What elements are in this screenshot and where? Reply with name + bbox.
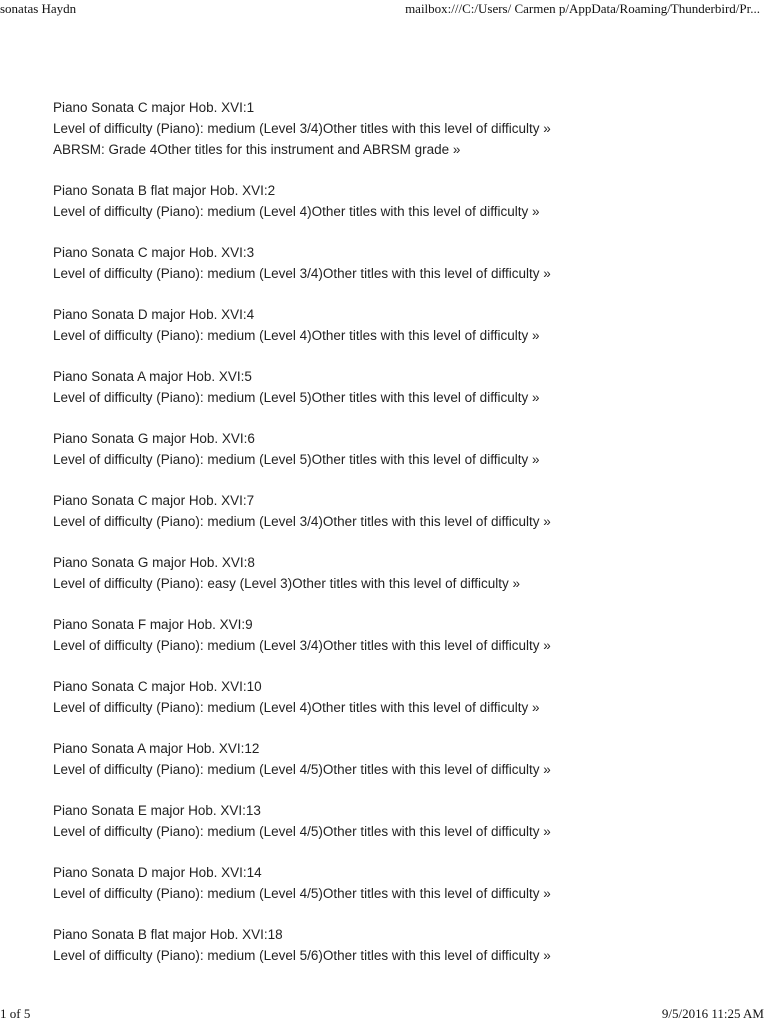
sonata-title: Piano Sonata C major Hob. XVI:7 <box>53 493 255 508</box>
list-item <box>53 490 753 552</box>
difficulty-line[interactable]: Level of difficulty (Piano): medium (Level 3/4)Other titles with this level of difficulty » <box>53 266 551 281</box>
difficulty-line[interactable]: Level of difficulty (Piano): medium (Level 4)Other titles with this level of difficulty » <box>53 204 540 219</box>
difficulty-line[interactable]: Level of difficulty (Piano): medium (Level 3/4)Other titles with this level of difficulty » <box>53 638 551 653</box>
page-counter: 1 of 5 <box>0 1006 31 1021</box>
difficulty-line[interactable]: Level of difficulty (Piano): easy (Level 3)Other titles with this level of difficulty » <box>53 576 520 591</box>
list-item <box>53 552 753 614</box>
difficulty-line[interactable]: Level of difficulty (Piano): medium (Level 5/6)Other titles with this level of difficulty » <box>53 948 551 963</box>
list-item <box>53 862 753 924</box>
list-item <box>53 97 753 180</box>
difficulty-line[interactable]: Level of difficulty (Piano): medium (Level 3/4)Other titles with this level of difficulty » <box>53 121 551 136</box>
sonata-title: Piano Sonata G major Hob. XVI:6 <box>53 431 255 446</box>
sonata-title: Piano Sonata C major Hob. XVI:3 <box>53 245 255 260</box>
list-item <box>53 800 753 862</box>
sonata-title: Piano Sonata G major Hob. XVI:8 <box>53 555 255 570</box>
sonata-title: Piano Sonata B flat major Hob. XVI:2 <box>53 183 276 198</box>
list-item <box>53 180 753 242</box>
list-item <box>53 242 753 304</box>
sonata-title: Piano Sonata A major Hob. XVI:12 <box>53 741 260 756</box>
sonata-title: Piano Sonata D major Hob. XVI:14 <box>53 865 262 880</box>
list-item <box>53 428 753 490</box>
sonata-list <box>53 97 753 986</box>
list-item <box>53 614 753 676</box>
sonata-title: Piano Sonata A major Hob. XVI:5 <box>53 369 252 384</box>
sonata-title: Piano Sonata B flat major Hob. XVI:18 <box>53 927 283 942</box>
difficulty-line[interactable]: Level of difficulty (Piano): medium (Level 4/5)Other titles with this level of difficulty » <box>53 886 551 901</box>
list-item <box>53 676 753 738</box>
sonata-title: Piano Sonata E major Hob. XVI:13 <box>53 803 261 818</box>
page-header-url: mailbox:///C:/Users/ Carmen p/AppData/Roaming/Thunderbird/Pr... <box>405 1 760 16</box>
difficulty-line[interactable]: Level of difficulty (Piano): medium (Level 4)Other titles with this level of difficulty » <box>53 700 540 715</box>
list-item <box>53 924 753 986</box>
difficulty-line[interactable]: Level of difficulty (Piano): medium (Level 5)Other titles with this level of difficulty » <box>53 452 540 467</box>
list-item <box>53 738 753 800</box>
sonata-title: Piano Sonata C major Hob. XVI:1 <box>53 100 255 115</box>
list-item <box>53 366 753 428</box>
list-item <box>53 304 753 366</box>
difficulty-line[interactable]: Level of difficulty (Piano): medium (Level 4/5)Other titles with this level of difficulty » <box>53 762 551 777</box>
page-header-title: sonatas Haydn <box>0 1 77 16</box>
difficulty-line[interactable]: Level of difficulty (Piano): medium (Level 4)Other titles with this level of difficulty » <box>53 328 540 343</box>
sonata-title: Piano Sonata C major Hob. XVI:10 <box>53 679 262 694</box>
sonata-title: Piano Sonata F major Hob. XVI:9 <box>53 617 253 632</box>
difficulty-line[interactable]: Level of difficulty (Piano): medium (Level 5)Other titles with this level of difficulty » <box>53 390 540 405</box>
difficulty-line[interactable]: Level of difficulty (Piano): medium (Level 4/5)Other titles with this level of difficulty » <box>53 824 551 839</box>
abrsm-line[interactable]: ABRSM: Grade 4Other titles for this instrument and ABRSM grade » <box>53 142 461 157</box>
print-datetime: 9/5/2016 11:25 AM <box>661 1006 764 1021</box>
difficulty-line[interactable]: Level of difficulty (Piano): medium (Level 3/4)Other titles with this level of difficulty » <box>53 514 551 529</box>
sonata-title: Piano Sonata D major Hob. XVI:4 <box>53 307 255 322</box>
